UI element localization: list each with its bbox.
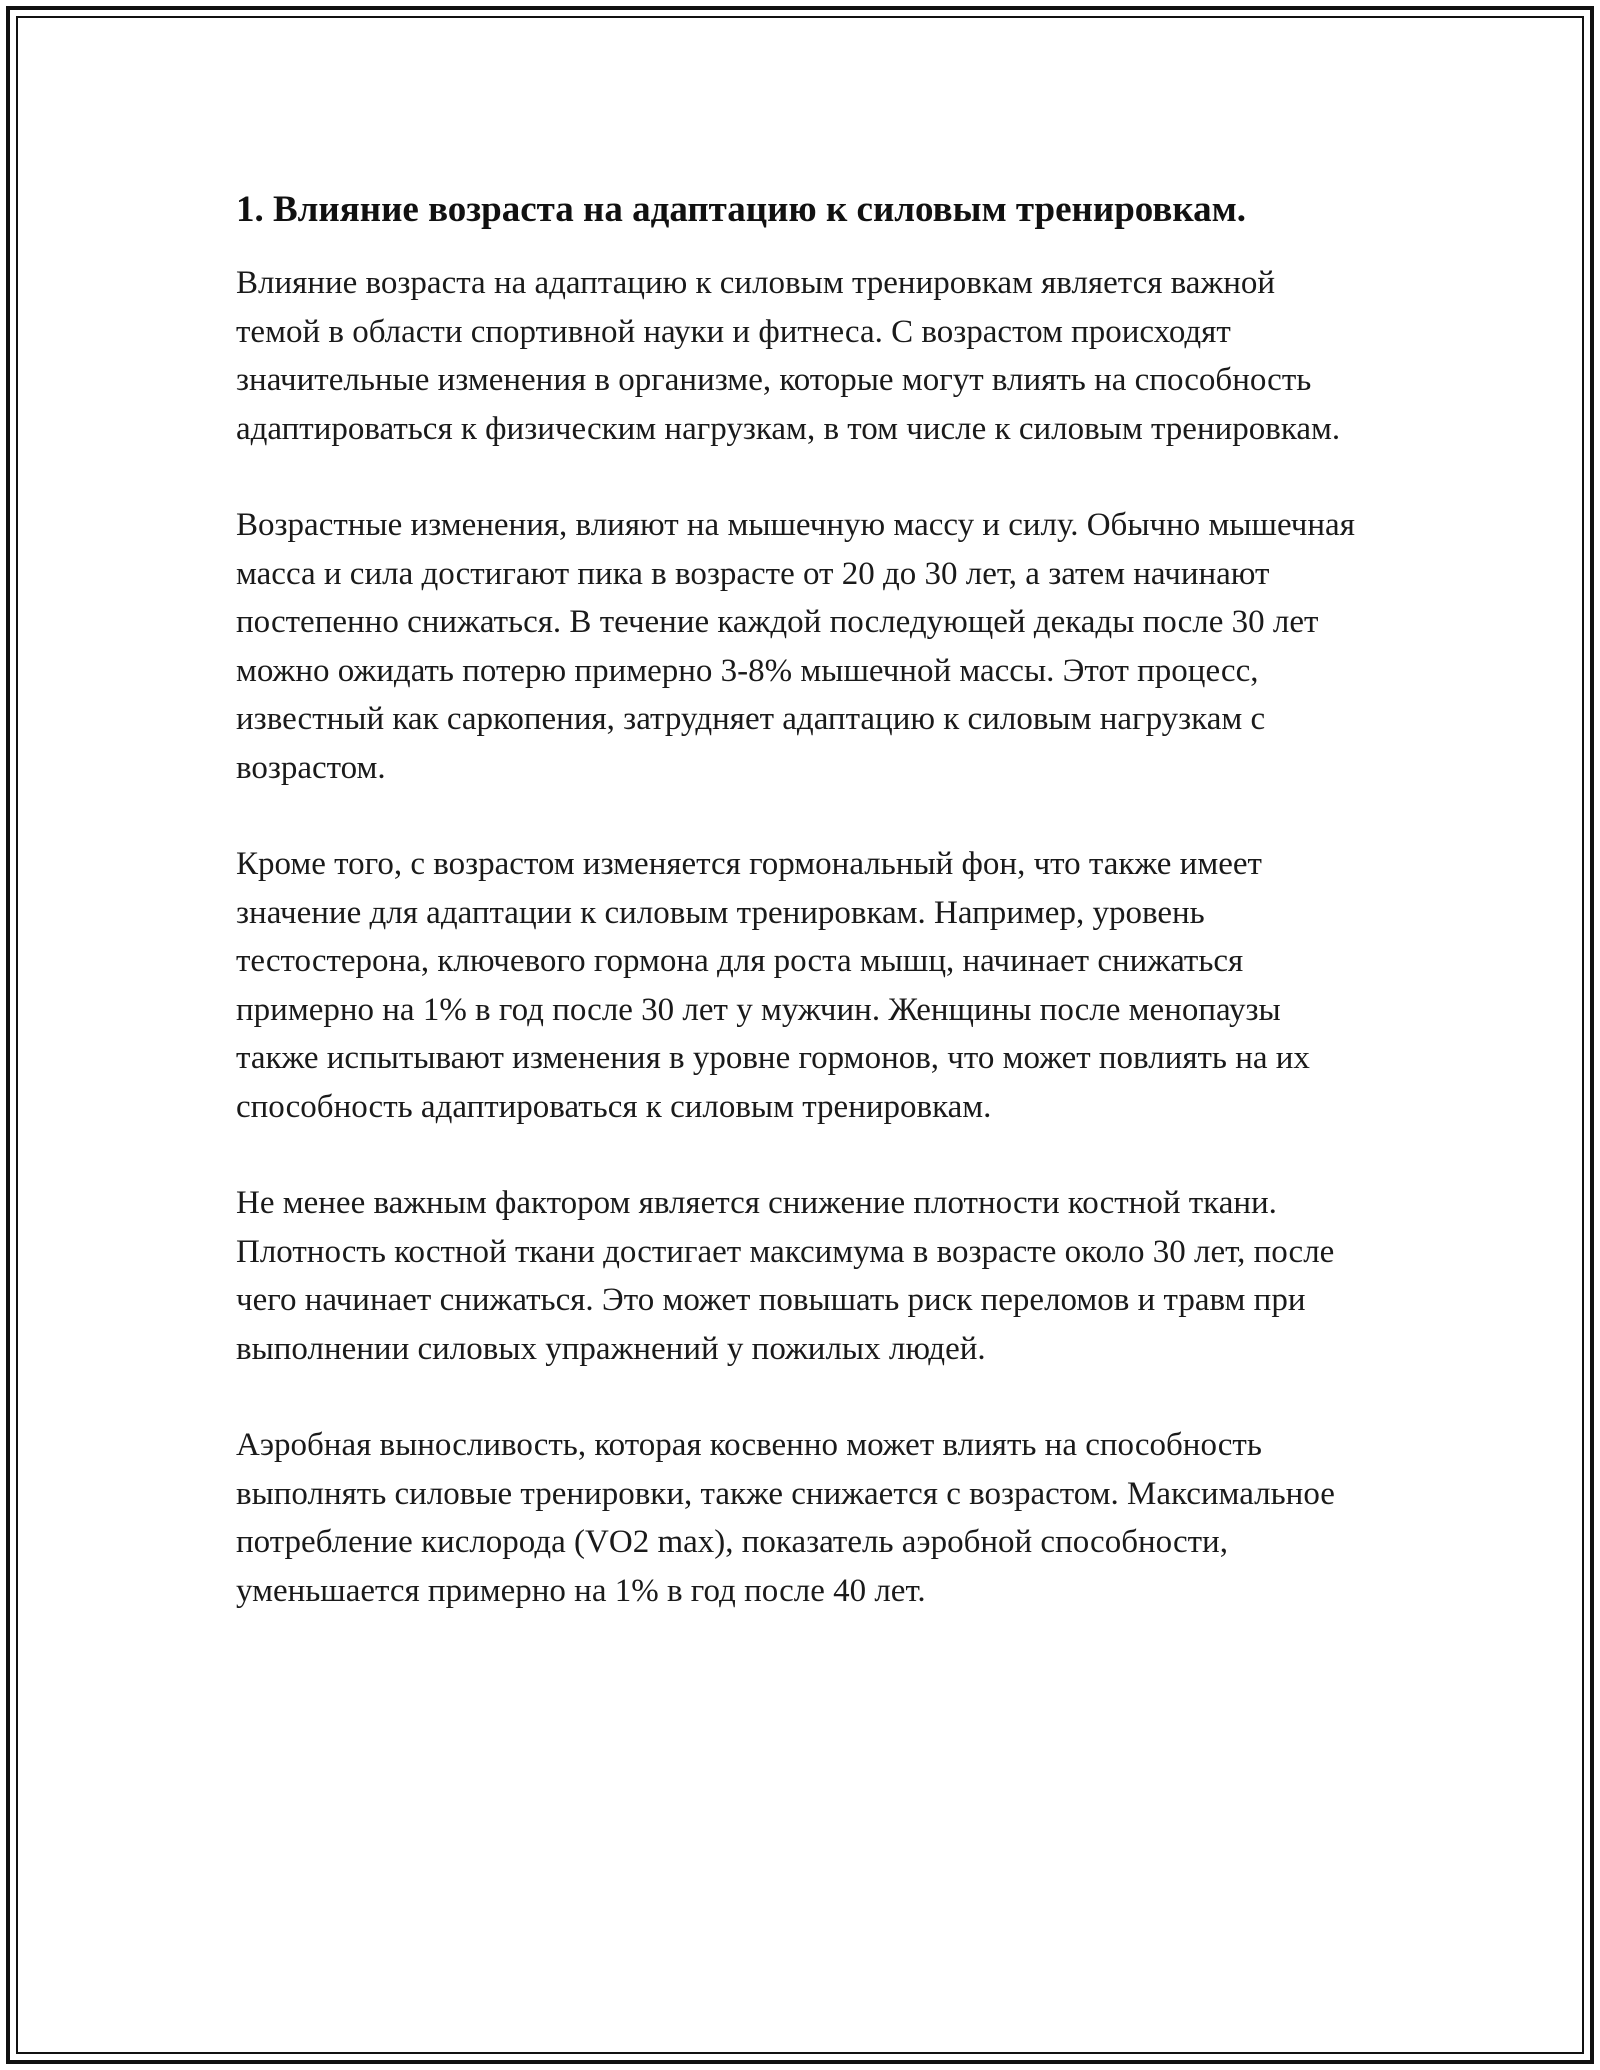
paragraph-intro: Влияние возраста на адаптацию к силовым тренировкам является важной темой в области спортивной науки и фитнеса. С возрастом происходят значительные изменения в организме, которые могут влиять на способность адаптироваться к физическим нагрузкам, в том числе к силовым тренировкам.: [236, 265, 1341, 447]
paragraph-hormones: Кроме того, с возрастом изменяется гормональный фон, что также имеет значение для адаптации к силовым тренировкам. Например, уровень тестостерона, ключевого гормона для роста мышц, начинает снижаться примерно на 1% в год после 30 лет у мужчин. Женщины после менопаузы также испытывают изменения в уровне гормонов, что может повлиять на их способность адаптироваться к силовым тренировкам.: [236, 846, 1310, 1125]
document-body: [236, 186, 1366, 1663]
section-heading: 1. Влияние возраста на адаптацию к силовым тренировкам.: [236, 189, 1247, 230]
paragraph-aerobic: Аэробная выносливость, которая косвенно может влиять на способность выполнять силовые тренировки, также снижается с возрастом. Максимальное потребление кислорода (VO2 max), показатель аэробной способности, уменьшается примерно на 1% в год после 40 лет.: [236, 1427, 1335, 1609]
paragraph-muscle-mass: Возрастные изменения, влияют на мышечную массу и силу. Обычно мышечная масса и сила достигают пика в возрасте от 20 до 30 лет, а затем начинают постепенно снижаться. В течение каждой последующей декады после 30 лет можно ожидать потерю примерно 3-8% мышечной массы. Этот процесс, известный как саркопения, затрудняет адаптацию к силовым нагрузкам с возрастом.: [236, 507, 1355, 786]
paragraph-bone-density: Не менее важным фактором является снижение плотности костной ткани. Плотность костной ткани достигает максимума в возрасте около 30 лет, после чего начинает снижаться. Это может повышать риск переломов и травм при выполнении силовых упражнений у пожилых людей.: [236, 1185, 1335, 1367]
